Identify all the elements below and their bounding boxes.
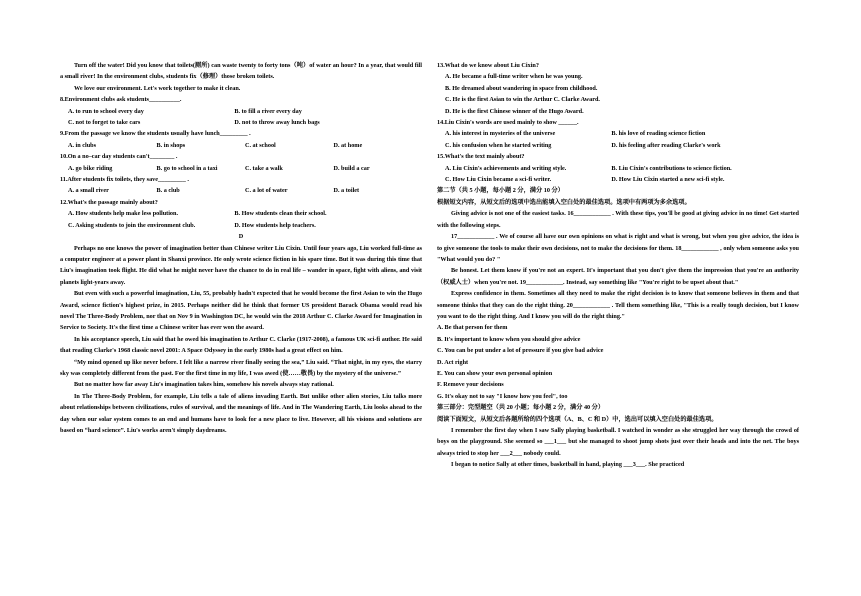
passage-d-paragraph: But no matter how far away Liu's imagination takes him, somehow his novels always stay rational. (74, 381, 334, 389)
option-c: C. He is the first Asian to win the Arthur C. Clarke Award. (445, 96, 600, 104)
seven-choose-five-paragraph: Express confidence in them. Sometimes all they need to make the right decision is to know that someone believes in them and that someone thinks that they can do the right thing. 20____________ . Tell them something like, "This is a really tough decision, but I know you want to do the right thing. And I know you will do the right thing." (437, 290, 799, 320)
passage-c-paragraph: We love our environment. Let's work together to make it clean. (74, 84, 241, 92)
option-b: B. How students clean their school. (234, 210, 327, 218)
option-c: C. his confusion when he started writing (445, 141, 552, 149)
option-a: A. a small river (68, 187, 109, 195)
option-b: B. go to school in a taxi (156, 164, 218, 172)
section-2-title: 第二节（共 5 小题，每小题 2 分，满分 10 分） (437, 187, 564, 195)
option-a: A. in clubs (68, 141, 97, 149)
option-c: C. not to forget to take cars (68, 119, 141, 127)
question-9: 9.From the passage we know the students usually have lunch_________ . (60, 130, 251, 138)
cloze-paragraph: I began to notice Sally at other times, basketball in hand, playing ___3___. She practiced (451, 461, 685, 469)
option-a: A. his interest in mysteries of the universe (445, 130, 556, 138)
option-c: C. Asking students to join the environment club. (68, 221, 196, 229)
choice-option-a: A. Be that person for them (437, 324, 508, 332)
question-11: 11.After students fix toilets, they save_________ . (60, 176, 189, 184)
option-a: A. He became a full-time writer when he was young. (445, 73, 583, 81)
option-c: C. at school (245, 141, 276, 149)
option-b: B. his love of reading science fiction (611, 130, 706, 138)
choice-option-g: G. It's okay not to say "I know how you feel", too (437, 392, 568, 400)
option-b: B. Liu Cixin's contributions to science fiction. (611, 164, 732, 172)
seven-choose-five-paragraph: 17____________ . We of course all have our own opinions on what is right and what is wrong, but when you give advice, the idea is to give someone the tools to make their own decisions, not to make the decisions for them. 18____________ , only when someone asks you "What would you do? " (437, 233, 799, 263)
passage-c-paragraph: Turn off the water! Did you know that toilets(厕所) can waste twenty to forty tons（吨）of water an hour? In a year, that would fill a small river! In the environment clubs, students fix（修理）those broken toilets. (60, 62, 422, 81)
option-d: D. his feeling after reading Clarke's work (611, 141, 721, 149)
option-b: B. He dreamed about wandering in space from childhood. (445, 84, 598, 92)
cloze-paragraph: I remember the first day when I saw Sally playing basketball. I watched in wonder as she struggled her way through the crowd of boys on the playground. She seemed so ___1___ but she managed to shoot jump shots just over their heads and into the net. The boys always tried to stop her ___2___ nobody could. (437, 427, 799, 457)
question-13: 13.What do we know about Liu Cixin? (437, 62, 539, 69)
choice-option-e: E. You can show your own personal opinion (437, 369, 553, 377)
section-3-title: 第三部分：完型题空（共 20 小题；每小题 2 分，满分 40 分） (437, 404, 605, 412)
question-14: 14.Liu Cixin's words are used mainly to show ______. (437, 119, 579, 127)
options-15 (437, 174, 799, 185)
option-d: D. at home (333, 141, 363, 149)
question-8: 8.Environment clubs ask students__________. (60, 96, 182, 104)
option-a: A. How students help make less pollution. (68, 210, 179, 218)
section-heading-d: D (238, 233, 244, 241)
choice-option-b: B. It's important to know when you should give advice (437, 335, 581, 343)
choice-option-f: F. Remove your decisions (437, 381, 504, 389)
left-column (60, 60, 422, 436)
option-c: C. a lot of water (245, 187, 288, 195)
options-10 (60, 163, 422, 174)
passage-d-paragraph: Perhaps no one knows the power of imagination better than Chinese writer Liu Cixin. Until four years ago, Liu worked full-time as a computer engineer at a power plant in Shanxi province. He only wrote science fiction in his spare time. But it was during this time that Liu's imagination took flight. He did what he might never have the chance to do in real life – wander in space, fight with aliens, and visit planets light-years away. (60, 244, 422, 286)
option-d: D. not to throw away lunch bags (234, 119, 320, 127)
options-14 (437, 128, 799, 139)
option-d: D. How students help teachers. (234, 221, 316, 229)
passage-d-paragraph: In The Three-Body Problem, for example, Liu tells a tale of aliens invading Earth. But unlike other alien stories, Liu talks more about relationships between civilizations, rules of survival, and the meanings of life. And in The Wandering Earth, Liu looks ahead to the day when our solar system comes to an end and humans have to look for a new place to live. However, all his visions and solutions are based on “hard science”. Liu's works aren't simply daydreams. (60, 392, 422, 434)
question-12: 12.What's the passage mainly about? (60, 198, 158, 206)
seven-choose-five-paragraph: Be honest. Let them know if you're not an expert. It's important that you don't give them the impression that you're an authority（权威人士）when you're not. 19____________. Instead, say something like "You're right to be upset about that." (437, 267, 799, 286)
options-8 (60, 117, 422, 128)
option-d: D. build a car (333, 164, 370, 172)
option-b: B. in shops (156, 141, 186, 149)
option-a: A. to run to school every day (68, 107, 144, 115)
options-12 (60, 220, 422, 231)
options-14 (437, 140, 799, 151)
seven-choose-five-paragraph: Giving advice is not one of the easiest tasks. 16____________ . With these tips, you'll be good at giving advice in no time! Get started with the following steps. (437, 210, 799, 229)
options-11 (60, 185, 422, 196)
question-15: 15.What's the text mainly about? (437, 153, 525, 161)
choice-option-c: C. You can be put under a lot of pressure if you give bad advice (437, 347, 604, 355)
option-b: B. a club (156, 187, 180, 195)
option-d: D. How Liu Cixin started a new sci-fi style. (611, 176, 725, 184)
options-8 (60, 106, 422, 117)
options-12 (60, 208, 422, 219)
option-a: A. Liu Cixin's achievements and writing style. (445, 164, 567, 172)
option-a: A. go bike riding (68, 164, 113, 172)
option-d: D. a toilet (333, 187, 360, 195)
section-2-instructions: 根据短文内容，从短文后的选项中选出能填入空白处的最佳选项。选项中有两项为多余选项。 (437, 198, 691, 206)
option-d: D. He is the first Chinese winner of the Hugo Award. (445, 107, 584, 115)
options-15 (437, 163, 799, 174)
option-b: B. to fill a river every day (234, 107, 302, 115)
right-column (437, 60, 799, 471)
section-3-instructions: 阅读下面短文，从短文后各题所给的四个选项（A、B、C 和 D）中，选出可以填入空白处的最佳选项。 (437, 415, 718, 423)
option-c: C. take a walk (245, 164, 283, 172)
options-9 (60, 140, 422, 151)
passage-d-paragraph: In his acceptance speech, Liu said that he owed his imagination to Arthur C. Clarke (1917-2008), a famous UK sci-fi author. He said that reading Clarke's 1968 classic novel 2001: A Space Odyssey in the early 1980s had a great effect on him. (60, 335, 422, 355)
question-10: 10.On a no–car day students can't________ . (60, 153, 178, 161)
passage-d-paragraph: “My mind opened up like never before. I felt like a narrow river finally seeing the sea,” Liu said. “That night, in my eyes, the starry sky was completely different from the past. For the first time in my life, I was awed (使……敬畏) by the mystery of the universe.” (60, 358, 422, 377)
option-c: C. How Liu Cixin became a sci-fi writer. (445, 176, 552, 184)
choice-option-d: D. Act right (437, 358, 469, 366)
passage-d-paragraph: But even with such a powerful imagination, Liu, 55, probably hadn't expected that he would become the first Asian to win the Hugo Award, science fiction's highest prize, in 2015. Perhaps neither did he think that former US president Barack Obama would read his novel The Three-Body Problem, nor that on Nov 9 in Washington DC, he would win the 2018 Arthur C. Clarke Award for Imagination in Service to Society. It's the first time a Chinese writer has ever won the award. (60, 290, 422, 332)
